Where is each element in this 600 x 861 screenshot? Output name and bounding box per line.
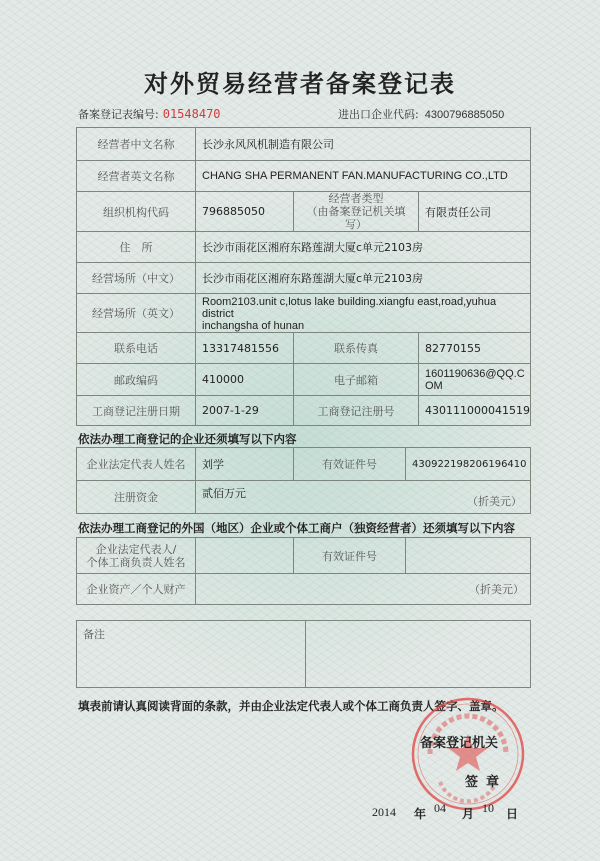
table-row [77, 192, 531, 232]
enterprise-code-label: 进出口企业代码: [338, 108, 419, 121]
fax-label: 联系传真 [294, 333, 419, 364]
date-year: 2014 [372, 805, 396, 819]
official-seal-stamp [408, 694, 528, 814]
section1-heading: 依法办理工商登记的企业还须填写以下内容 [78, 432, 297, 446]
postal-value: 410000 [196, 364, 294, 396]
postal-label: 邮政编码 [77, 364, 196, 396]
table-row [77, 448, 531, 481]
foreign-rep-value [196, 538, 294, 574]
reg-date-value: 2007-1-29 [196, 396, 294, 426]
email-label: 电子邮箱 [294, 364, 419, 396]
site-en-value-line2: inchangsha of hunan [202, 320, 305, 332]
phone-label: 联系电话 [77, 333, 196, 364]
table-row [77, 574, 531, 605]
section1-table [76, 447, 531, 514]
site-cn-label: 经营场所（中文） [77, 263, 196, 294]
serial-row [78, 106, 221, 122]
date-day: 10 [482, 801, 494, 815]
email-value-line1: 1601190636@QQ.C [425, 367, 525, 380]
legal-rep-label: 企业法定代表人姓名 [77, 448, 196, 481]
operator-type-label [294, 192, 419, 232]
operator-type-label-line1: 经营者类型 [328, 192, 384, 205]
sign-label: 签章 [465, 775, 508, 790]
date-year-label: 年 [414, 807, 427, 821]
site-cn-value: 长沙市雨花区湘府东路莲湖大厦c单元2103房 [196, 263, 531, 294]
table-row [77, 364, 531, 396]
cn-name-label: 经营者中文名称 [77, 128, 196, 161]
org-code-value: 796885050 [196, 192, 294, 232]
main-info-table [76, 127, 531, 426]
serial-number: 01548470 [162, 107, 221, 121]
assets-unit: （折美元） [196, 574, 531, 605]
date-month: 04 [434, 801, 446, 815]
remarks-value [306, 621, 531, 688]
reg-date-label: 工商登记注册日期 [77, 396, 196, 426]
table-row [77, 481, 531, 514]
id-number-label: 有效证件号 [294, 448, 406, 481]
en-name-value: CHANG SHA PERMANENT FAN.MANUFACTURING CO.,LTD [196, 161, 531, 192]
address-value: 长沙市雨花区湘府东路莲湖大厦c单元2103房 [196, 232, 531, 263]
org-code-label: 组织机构代码 [77, 192, 196, 232]
foreign-rep-label [77, 538, 196, 574]
table-row [77, 161, 531, 192]
table-row [77, 396, 531, 426]
foreign-rep-label-line1: 企业法定代表人/ [95, 542, 177, 556]
capital-cell [196, 481, 531, 514]
foreign-rep-label-line2: 个体工商负责人姓名 [86, 555, 186, 569]
table-row [77, 294, 531, 333]
site-en-label: 经营场所（英文） [77, 294, 196, 333]
serial-label: 备案登记表编号: [78, 108, 159, 121]
email-value-line2: OM [425, 379, 443, 392]
section2-heading: 依法办理工商登记的外国（地区）企业或个体工商户（独资经营者）还须填写以下内容 [78, 521, 515, 535]
capital-label: 注册资金 [77, 481, 196, 514]
date-day-label: 日 [506, 807, 519, 821]
table-row [77, 538, 531, 574]
id-number-value: 430922198206196410 [406, 448, 531, 481]
footnote: 填表前请认真阅读背面的条款，并由企业法定代表人或个体工商负责人签字、盖章。 [78, 699, 504, 713]
enterprise-code-value: 4300796885050 [424, 109, 505, 121]
reg-no-label: 工商登记注册号 [294, 396, 419, 426]
foreign-id-label: 有效证件号 [294, 538, 406, 574]
enterprise-code-row [338, 106, 504, 122]
fax-value: 82770155 [419, 333, 531, 364]
remarks-table [76, 620, 531, 688]
date-month-label: 月 [462, 807, 475, 821]
assets-label: 企业资产／个人财产 [77, 574, 196, 605]
table-row [77, 128, 531, 161]
remarks-label: 备注 [77, 621, 306, 688]
capital-value: 贰佰万元 [202, 487, 246, 500]
section2-table [76, 537, 531, 605]
page-title: 对外贸易经营者备案登记表 [144, 69, 456, 98]
legal-rep-value: 刘学 [196, 448, 294, 481]
operator-type-value: 有限责任公司 [419, 192, 531, 232]
reg-no-value: 430111000041519 [419, 396, 531, 426]
capital-unit: （折美元） [467, 495, 522, 508]
table-row [77, 232, 531, 263]
site-en-value [196, 294, 531, 333]
en-name-label: 经营者英文名称 [77, 161, 196, 192]
authority-label: 备案登记机关 [420, 736, 499, 751]
table-row [77, 263, 531, 294]
foreign-id-value [406, 538, 531, 574]
operator-type-label-line2: （由备案登记机关填写） [306, 205, 406, 231]
cn-name-value: 长沙永风风机制造有限公司 [196, 128, 531, 161]
address-label: 住 所 [77, 232, 196, 263]
email-value [419, 364, 531, 396]
phone-value: 13317481556 [196, 333, 294, 364]
site-en-value-line1: Room2103.unit c,lotus lake building.xiangfu east,road,yuhua district [202, 296, 497, 320]
table-row [77, 621, 531, 688]
table-row [77, 333, 531, 364]
